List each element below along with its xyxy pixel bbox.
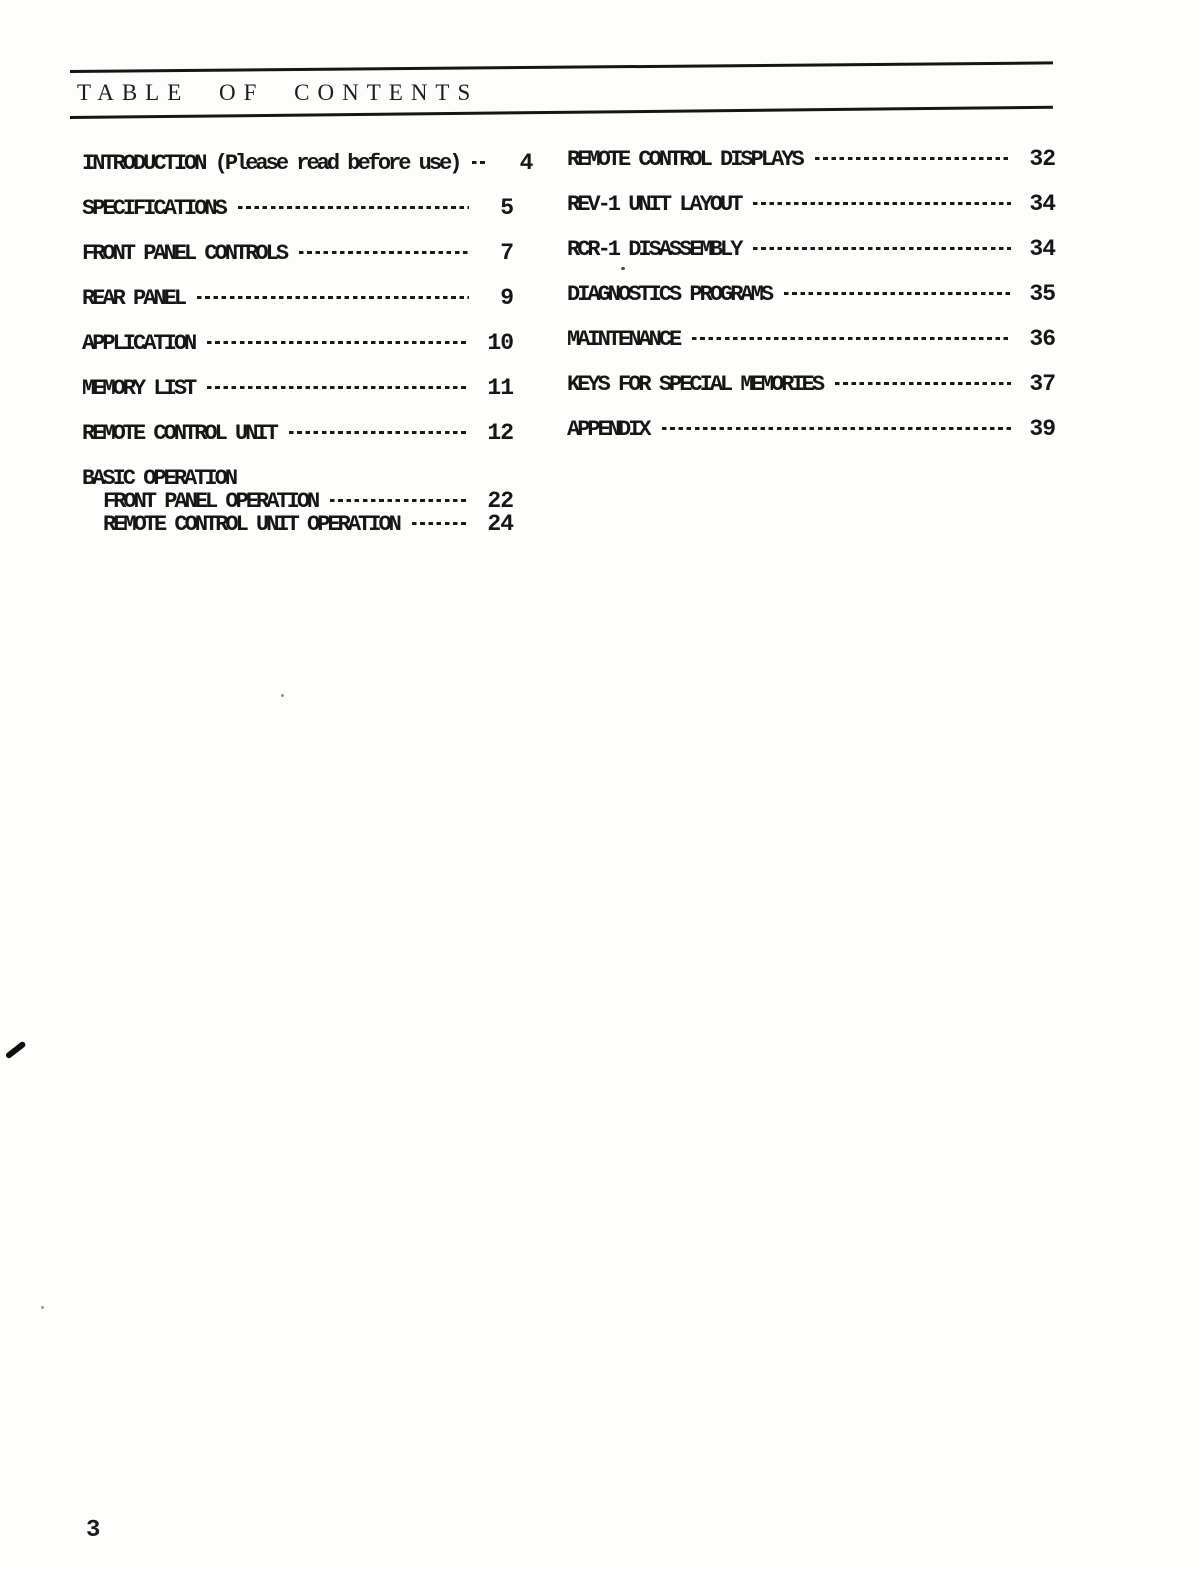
toc-entry xyxy=(82,150,533,176)
toc-leader-dots xyxy=(207,341,469,343)
toc-page-number: 37 xyxy=(1029,371,1055,397)
toc-leader-dots xyxy=(289,431,469,433)
toc-page-number: 35 xyxy=(1029,281,1055,307)
toc-page-number: 5 xyxy=(500,195,513,221)
toc-entry-label: RCR-1 DISASSEMBLY xyxy=(567,237,741,262)
toc-entry xyxy=(82,513,513,536)
toc-entry xyxy=(82,422,513,445)
toc-page-number: 39 xyxy=(1029,416,1055,442)
toc-entry xyxy=(82,377,513,400)
toc-leader-dots xyxy=(472,161,488,163)
toc-leader-dots xyxy=(238,206,469,208)
toc-leader-dots xyxy=(692,337,1011,339)
toc-entry xyxy=(567,283,1055,306)
toc-entry-label: REMOTE CONTROL UNIT xyxy=(82,421,276,446)
toc-page-number: 34 xyxy=(1029,191,1055,217)
toc-entry-label: APPLICATION xyxy=(82,331,195,356)
scan-speck xyxy=(41,1306,44,1309)
toc-entry-label: DIAGNOSTICS PROGRAMS xyxy=(567,282,772,307)
toc-entry-label: SPECIFICATIONS xyxy=(82,196,225,221)
toc-entry xyxy=(82,287,513,310)
toc-entry xyxy=(82,490,513,513)
scan-speck xyxy=(281,694,284,697)
toc-entry-label: INTRODUCTION (Please read before use) xyxy=(82,151,460,176)
toc-page-number: 22 xyxy=(487,488,513,514)
toc-page-number: 10 xyxy=(487,330,513,356)
scan-speck xyxy=(621,267,625,270)
toc-leader-dots xyxy=(753,202,1011,204)
toc-entry xyxy=(82,242,513,265)
header-rule-top xyxy=(70,61,1053,72)
toc-entry xyxy=(82,332,513,355)
toc-page-number: 36 xyxy=(1029,326,1055,352)
toc-entry-label: REV-1 UNIT LAYOUT xyxy=(567,192,741,217)
toc-entry-label: REAR PANEL xyxy=(82,286,185,311)
toc-entry-label: KEYS FOR SPECIAL MEMORIES xyxy=(567,372,823,397)
header-rule-bottom xyxy=(70,106,1053,119)
toc-entry-label: MEMORY LIST xyxy=(82,376,195,401)
toc-entry-label: APPENDIX xyxy=(567,417,649,442)
toc-page-number: 34 xyxy=(1029,236,1055,262)
toc-page-number: 24 xyxy=(487,511,513,537)
toc-entry xyxy=(567,148,1055,171)
toc-leader-dots xyxy=(412,522,469,524)
toc-right-column xyxy=(567,148,1055,463)
toc-entry-label: REMOTE CONTROL DISPLAYS xyxy=(567,147,802,172)
toc-page-number: 11 xyxy=(487,375,513,401)
toc-leader-dots xyxy=(753,247,1011,249)
toc-entry xyxy=(567,418,1055,441)
toc-entry-label: REMOTE CONTROL UNIT OPERATION xyxy=(103,512,399,537)
toc-page-number: 7 xyxy=(500,240,513,266)
toc-leader-dots xyxy=(784,292,1011,294)
toc-entry xyxy=(567,373,1055,396)
toc-entry-label: FRONT PANEL CONTROLS xyxy=(82,241,287,266)
toc-entry-label: BASIC OPERATION xyxy=(82,466,236,491)
toc-page-number: 4 xyxy=(519,150,533,176)
toc-entry-label: FRONT PANEL OPERATION xyxy=(103,489,318,514)
toc-entry xyxy=(567,328,1055,351)
toc-leader-dots xyxy=(197,296,469,298)
toc-entry xyxy=(82,467,513,490)
toc-entry-label: MAINTENANCE xyxy=(567,327,680,352)
toc-page-number: 12 xyxy=(487,420,513,446)
toc-leader-dots xyxy=(330,499,469,501)
toc-leader-dots xyxy=(207,386,469,388)
toc-leader-dots xyxy=(815,157,1011,159)
toc-leader-dots xyxy=(662,427,1011,429)
page-title: TABLE OF CONTENTS xyxy=(77,80,479,105)
toc-leader-dots xyxy=(835,382,1011,384)
toc-entry xyxy=(567,238,1055,261)
page-number: 3 xyxy=(86,1517,100,1544)
toc-leader-dots xyxy=(299,251,469,253)
toc-left-column xyxy=(82,150,533,537)
toc-entry xyxy=(567,193,1055,216)
toc-page-number: 32 xyxy=(1029,146,1055,172)
toc-entry xyxy=(82,197,513,220)
pen-mark xyxy=(5,1041,27,1059)
toc-page-number: 9 xyxy=(500,285,513,311)
